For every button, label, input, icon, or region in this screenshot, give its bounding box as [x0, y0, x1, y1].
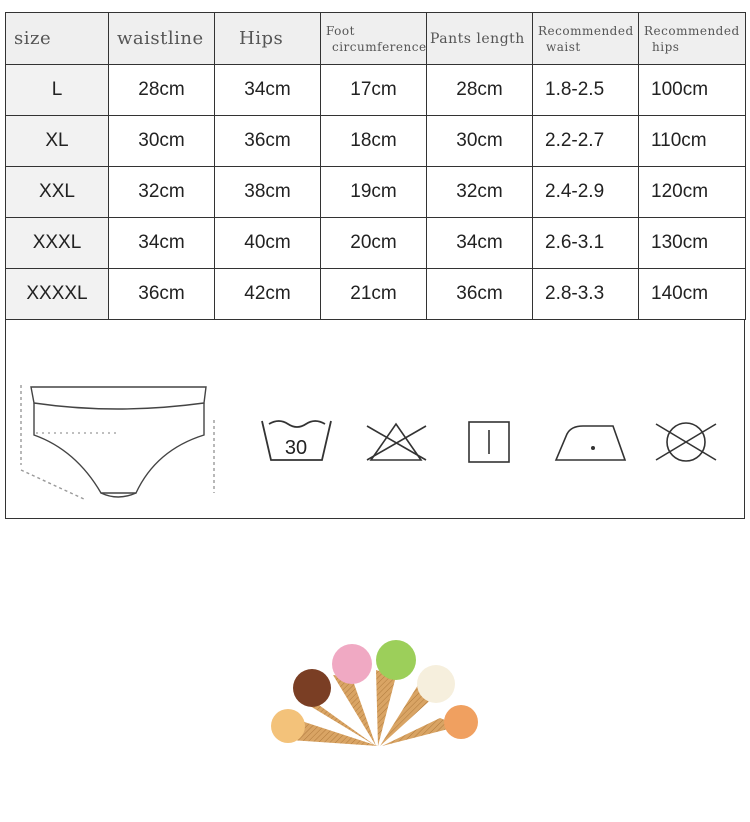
- cell-size: XXXXL: [6, 269, 109, 320]
- header-rec-hips-line1: Recommended: [644, 23, 740, 38]
- ice-cream-cones-image: [268, 640, 483, 752]
- table-row: [6, 167, 746, 218]
- cell-recommended-waist: 2.4-2.9: [533, 167, 639, 218]
- cell-hips: 36cm: [215, 116, 321, 167]
- header-hips: Hips: [215, 13, 321, 65]
- cell-recommended-hips: 140cm: [639, 269, 746, 320]
- header-pants-length: Pants length: [427, 13, 533, 65]
- cell-foot-circumference: 21cm: [321, 269, 427, 320]
- cell-hips: 40cm: [215, 218, 321, 269]
- cell-size: XXL: [6, 167, 109, 218]
- cell-waistline: 30cm: [109, 116, 215, 167]
- cell-foot-circumference: 17cm: [321, 65, 427, 116]
- cell-pants-length: 30cm: [427, 116, 533, 167]
- cell-waistline: 34cm: [109, 218, 215, 269]
- cell-recommended-hips: 120cm: [639, 167, 746, 218]
- cell-foot-circumference: 19cm: [321, 167, 427, 218]
- line-dry-icon: [466, 420, 511, 465]
- cell-hips: 34cm: [215, 65, 321, 116]
- size-chart-table: [5, 12, 746, 320]
- header-recommended-hips: [639, 13, 746, 65]
- no-dry-clean-icon: [654, 418, 719, 466]
- cell-recommended-waist: 2.6-3.1: [533, 218, 639, 269]
- table-row: [6, 116, 746, 167]
- cell-pants-length: 28cm: [427, 65, 533, 116]
- header-foot-circumference: [321, 13, 427, 65]
- cell-recommended-hips: 130cm: [639, 218, 746, 269]
- cell-size: XXXL: [6, 218, 109, 269]
- cell-pants-length: 34cm: [427, 218, 533, 269]
- underwear-diagram-icon: [16, 375, 216, 505]
- cell-recommended-waist: 2.8-3.3: [533, 269, 639, 320]
- header-foot-line1: Foot: [326, 23, 355, 38]
- cell-recommended-hips: 100cm: [639, 65, 746, 116]
- cell-waistline: 28cm: [109, 65, 215, 116]
- header-foot-line2: circumference: [332, 39, 427, 54]
- cell-waistline: 36cm: [109, 269, 215, 320]
- cell-hips: 38cm: [215, 167, 321, 218]
- iron-low-icon: [553, 420, 628, 465]
- wash-temp-label: 30: [284, 437, 308, 459]
- header-rec-waist-line1: Recommended: [538, 23, 634, 38]
- cell-size: L: [6, 65, 109, 116]
- table-header-row: [6, 13, 746, 65]
- cell-pants-length: 36cm: [427, 269, 533, 320]
- cell-recommended-hips: 110cm: [639, 116, 746, 167]
- table-row: [6, 218, 746, 269]
- cell-size: XL: [6, 116, 109, 167]
- cell-pants-length: 32cm: [427, 167, 533, 218]
- cell-recommended-waist: 2.2-2.7: [533, 116, 639, 167]
- header-rec-waist-line2: waist: [546, 39, 581, 54]
- header-recommended-waist: [533, 13, 639, 65]
- header-rec-hips-line2: hips: [652, 39, 680, 54]
- table-row: [6, 269, 746, 320]
- cell-hips: 42cm: [215, 269, 321, 320]
- header-size: size: [6, 13, 109, 65]
- wash-30-icon: [259, 415, 334, 465]
- cell-recommended-waist: 1.8-2.5: [533, 65, 639, 116]
- cell-foot-circumference: 20cm: [321, 218, 427, 269]
- cell-waistline: 32cm: [109, 167, 215, 218]
- care-instructions-panel: [5, 319, 745, 519]
- table-row: [6, 65, 746, 116]
- cell-foot-circumference: 18cm: [321, 116, 427, 167]
- no-bleach-icon: [364, 420, 429, 465]
- header-waistline: waistline: [109, 13, 215, 65]
